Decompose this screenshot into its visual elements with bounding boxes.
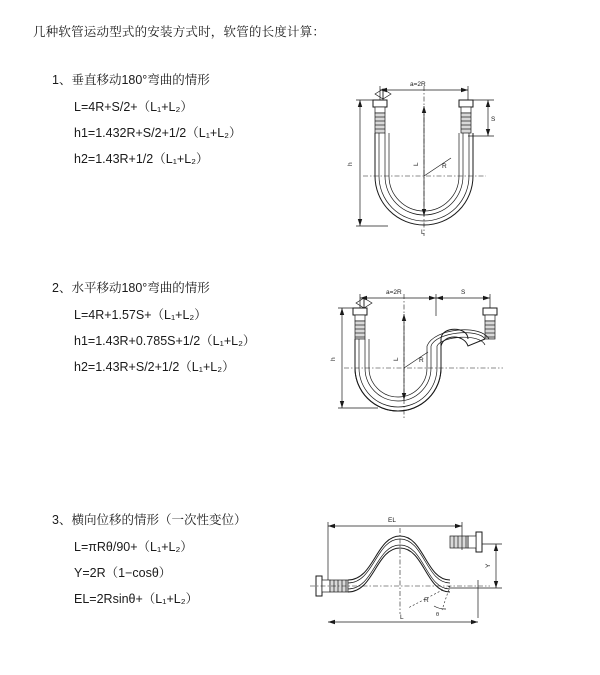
- section-1-text: [52, 70, 312, 175]
- svg-text:R: R: [424, 597, 429, 604]
- section-1-formula-3: h2=1.43R+1/2（L₁+L₂）: [74, 152, 209, 166]
- section-2-formula-2: h1=1.43R+0.785S+1/2（L₁+L₂）: [74, 334, 256, 348]
- section-2-text: [52, 278, 312, 383]
- svg-text:R: R: [419, 357, 424, 364]
- svg-text:L: L: [400, 614, 404, 621]
- svg-text:h: h: [347, 162, 354, 166]
- svg-text:a=2R: a=2R: [410, 81, 426, 88]
- svg-text:a=2R: a=2R: [386, 289, 402, 296]
- svg-text:S: S: [491, 116, 496, 123]
- section-2-formula-3: h2=1.43R+S/2+1/2（L₁+L₂）: [74, 360, 235, 374]
- svg-text:EL: EL: [388, 517, 396, 524]
- section-3-text: [52, 510, 312, 615]
- svg-text:Y: Y: [485, 563, 492, 568]
- section-1-heading: 1、垂直移动180°弯曲的情形: [52, 73, 210, 87]
- horizontal-180-bend-diagram: [318, 276, 568, 451]
- svg-text:R: R: [442, 163, 447, 170]
- page-title: 几种软管运动型式的安装方式时，软管的长度计算：: [33, 25, 326, 39]
- lateral-offset-diagram: [300, 510, 580, 640]
- section-3-heading: 3、横向位移的情形（一次性变位）: [52, 513, 247, 527]
- svg-text:L: L: [413, 162, 420, 166]
- section-3-formula-3: EL=2Rsinθ+（L₁+L₂）: [74, 592, 199, 606]
- svg-text:L: L: [393, 357, 400, 361]
- section-2-formula-1: L=4R+1.57S+（L₁+L₂）: [74, 308, 207, 322]
- section-2-heading: 2、水平移动180°弯曲的情形: [52, 281, 210, 295]
- svg-text:θ: θ: [436, 612, 440, 618]
- svg-text:L: L: [421, 229, 425, 236]
- vertical-180-bend-diagram: [318, 66, 568, 266]
- section-1-formula-1: L=4R+S/2+（L₁+L₂）: [74, 100, 193, 114]
- section-3-formula-1: L=πRθ/90+（L₁+L₂）: [74, 540, 193, 554]
- section-1-formula-2: h1=1.432R+S/2+1/2（L₁+L₂）: [74, 126, 242, 140]
- svg-text:S: S: [461, 289, 466, 296]
- svg-text:h: h: [330, 357, 337, 361]
- section-3-formula-2: Y=2R（1−cosθ）: [74, 566, 172, 580]
